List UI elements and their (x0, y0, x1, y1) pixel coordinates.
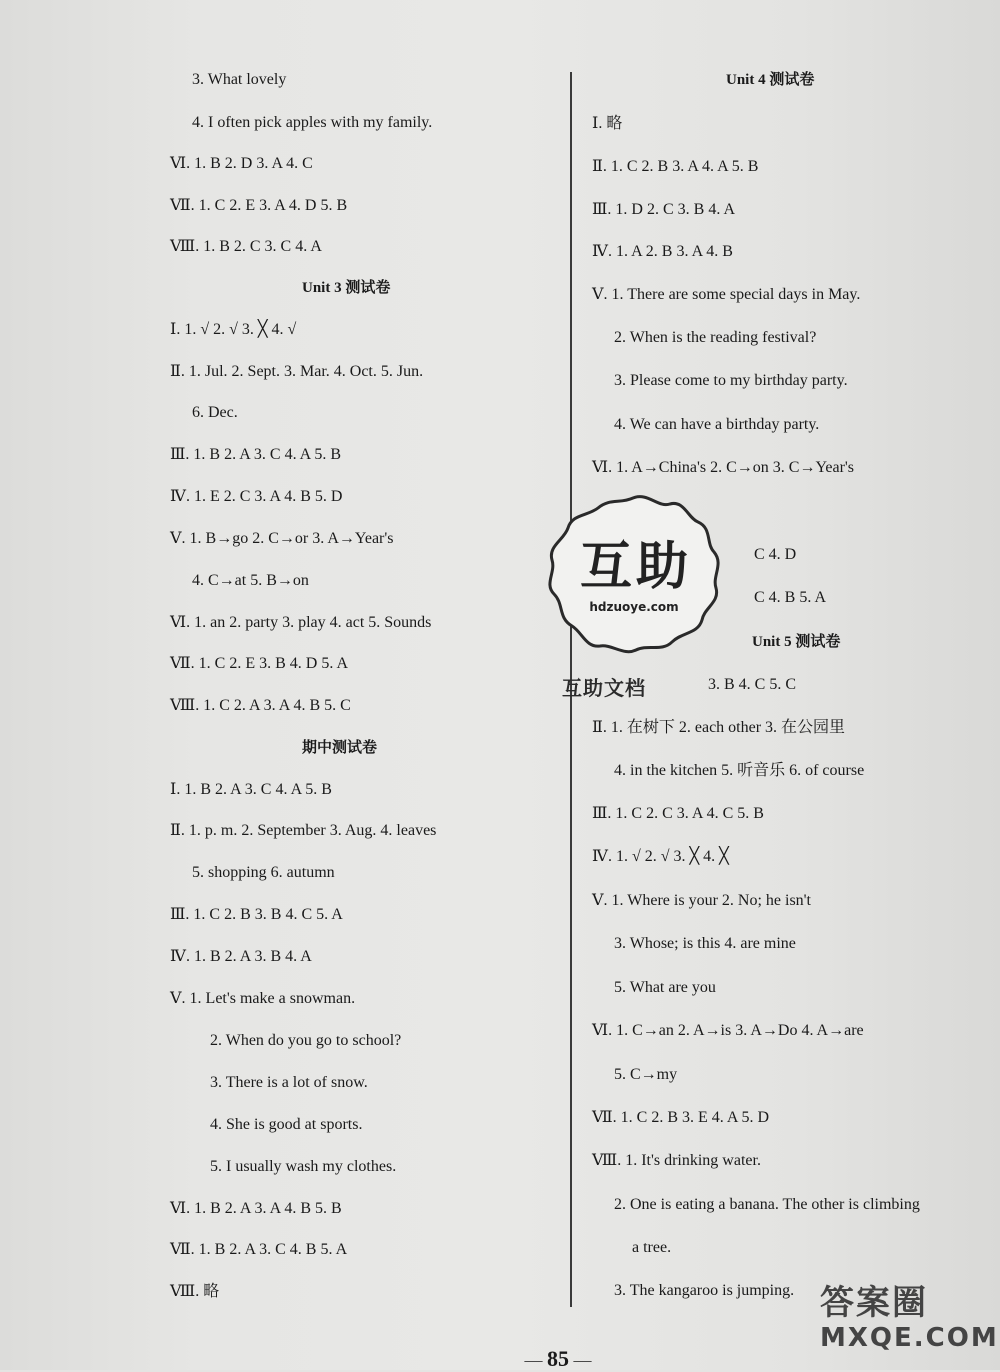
answer-line: Ⅱ. 1. 在树下 2. each other 3. 在公园里 (592, 719, 846, 736)
answer-line: Ⅲ. 1. C 2. C 3. A 4. C 5. B (592, 805, 764, 822)
answer-line: Ⅶ. 1. C 2. E 3. A 4. D 5. B (170, 197, 348, 214)
answer-line: Ⅳ. 1. E 2. C 3. A 4. B 5. D (170, 488, 343, 505)
answer-line: 4. C→at 5. B→on (192, 572, 309, 589)
answer-line: Ⅵ. 1. B 2. A 3. A 4. B 5. B (170, 1200, 342, 1217)
answer-line: 4. I often pick apples with my family. (192, 114, 433, 131)
answer-line: Ⅴ. 1. Where is your 2. No; he isn't (592, 892, 811, 909)
answer-line: Ⅲ. 1. B 2. A 3. C 4. A 5. B (170, 446, 342, 463)
answer-line: Ⅲ. 1. D 2. C 3. B 4. A (592, 201, 735, 218)
answer-line: 3. Whose; is this 4. are mine (614, 935, 796, 952)
answer-line: Ⅱ. 1. C 2. B 3. A 4. A 5. B (592, 158, 759, 175)
answer-line: Ⅵ. 1. C→an 2. A→is 3. A→Do 4. A→are (592, 1022, 864, 1039)
page-number-value: 85 (547, 1346, 569, 1371)
corner-logo-url: MXQE.COM (820, 1323, 999, 1353)
answer-line: 4. She is good at sports. (210, 1116, 363, 1133)
answer-line: Ⅴ. 1. Let's make a snowman. (170, 990, 356, 1007)
section-heading: Unit 5 测试卷 (752, 634, 841, 650)
answer-line: Ⅷ. 1. B 2. C 3. C 4. A (170, 238, 322, 255)
answer-line: Ⅰ. 1. √ 2. √ 3. ╳ 4. √ (170, 321, 297, 338)
answer-line: Ⅷ. 1. It's drinking water. (592, 1152, 761, 1169)
answer-line: 3. B 4. C 5. C (708, 676, 797, 693)
answer-line: Ⅵ. 1. B 2. D 3. A 4. C (170, 155, 313, 172)
answer-line: 3. Please come to my birthday party. (614, 372, 848, 389)
answer-line: Ⅰ. 1. B 2. A 3. C 4. A 5. B (170, 781, 332, 798)
answer-line: Ⅵ. 1. A→China's 2. C→on 3. C→Year's (592, 459, 855, 476)
answer-line: 3. There is a lot of snow. (210, 1074, 368, 1091)
answer-line: 2. When is the reading festival? (614, 329, 817, 346)
corner-logo-title: 答案圈 (820, 1283, 928, 1323)
answer-line: Ⅰ. 略 (592, 115, 623, 132)
answer-line: C 4. B 5. A (754, 589, 827, 606)
section-heading: Unit 4 测试卷 (726, 72, 815, 88)
answer-line: 5. I usually wash my clothes. (210, 1158, 397, 1175)
answer-line: Ⅱ. 1. Jul. 2. Sept. 3. Mar. 4. Oct. 5. Jun. (170, 363, 424, 380)
answer-line: Ⅵ. 1. an 2. party 3. play 4. act 5. Sounds (170, 614, 432, 631)
answer-line: 4. in the kitchen 5. 听音乐 6. of course (614, 762, 865, 779)
answer-line: 2. One is eating a banana. The other is climbing (614, 1196, 920, 1213)
answer-line: Ⅷ. 1. C 2. A 3. A 4. B 5. C (170, 697, 351, 714)
answer-line: Ⅶ. 1. B 2. A 3. C 4. B 5. A (170, 1241, 348, 1258)
answer-line: Ⅶ. 1. C 2. B 3. E 4. A 5. D (592, 1109, 770, 1126)
answer-line: 3. The kangaroo is jumping. (614, 1282, 795, 1299)
page-number: — 85 — (524, 1346, 592, 1371)
answer-line: a tree. (632, 1239, 672, 1256)
answer-line: Ⅱ. 1. p. m. 2. September 3. Aug. 4. leaves (170, 822, 437, 839)
answer-line: 5. C→my (614, 1066, 678, 1083)
answer-line: C 4. D (754, 546, 797, 563)
answer-line: 2. When do you go to school? (210, 1032, 402, 1049)
answer-line: 3. What lovely (192, 71, 287, 88)
stamp-text: 互助 (579, 536, 692, 597)
section-heading: Unit 3 测试卷 (302, 280, 391, 296)
answer-line: Ⅶ. 1. C 2. E 3. B 4. D 5. A (170, 655, 348, 672)
stamp-url: hdzuoye.com (589, 600, 679, 614)
answer-line: 5. What are you (614, 979, 716, 996)
answer-line: Ⅳ. 1. √ 2. √ 3. ╳ 4. ╳ (592, 848, 729, 865)
section-heading: 期中测试卷 (302, 740, 378, 756)
watermark-label: 互助文档 (562, 676, 646, 700)
answer-line: Ⅳ. 1. A 2. B 3. A 4. B (592, 243, 733, 260)
answer-line: Ⅷ. 略 (170, 1283, 220, 1300)
answer-line: Ⅳ. 1. B 2. A 3. B 4. A (170, 948, 312, 965)
answer-line: Ⅴ. 1. There are some special days in May. (592, 286, 861, 303)
answer-line: Ⅴ. 1. B→go 2. C→or 3. A→Year's (170, 530, 394, 547)
corner-logo (820, 1283, 999, 1353)
answer-line: Ⅲ. 1. C 2. B 3. B 4. C 5. A (170, 906, 343, 923)
answer-line: 4. We can have a birthday party. (614, 416, 820, 433)
answer-line: 5. shopping 6. autumn (192, 864, 335, 881)
answer-line: 6. Dec. (192, 404, 238, 421)
